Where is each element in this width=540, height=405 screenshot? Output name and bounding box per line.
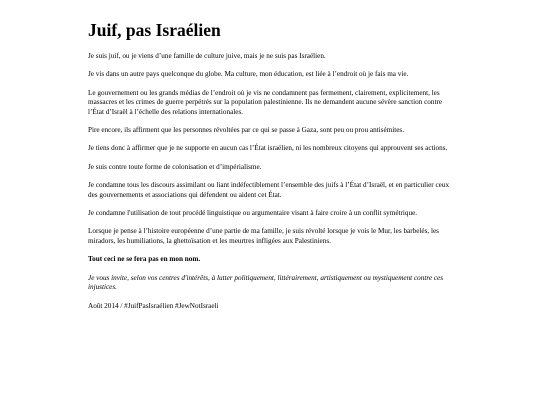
document-title: Juif, pas Israélien [88, 20, 221, 40]
paragraph-9: Lorsque je pense à l’histoire européenne d’une partie de ma famille, je suis révolté lorsque je vois le Mur, les barbelés, les miradors, les humiliations, la ghettoïsation et les meurtres infligées aux Palestiniens. [88, 227, 439, 245]
paragraph-4: Pire encore, ils affirment que les personnes révoltées par ce qui se passe à Gaza, sont peu ou prou antisémites. [88, 126, 405, 135]
paragraph-8: Je condamne l'utilisation de tout procédé linguistique ou argumentaire visant à faire croire à un conflit symétrique. [88, 209, 418, 218]
paragraph-7: Je condamne tous les discours assimilant ou liant indéfectiblement l’ensemble des juifs à l’État d’Israël, et en particulier ceux des gouvernements et associations qui défendent ou aident cet État. [88, 181, 450, 199]
paragraph-2: Je vis dans un autre pays quelconque du globe. Ma culture, mon éducation, est liée à l’endroit où je fais ma vie. [88, 70, 409, 79]
paragraph-5: Je tiens donc à affirmer que je ne supporte en aucun cas l’État israélien, ni les nombreux citoyens qui approuvent ses actions. [88, 144, 448, 153]
paragraph-6: Je suis contre toute forme de colonisation et d’impérialisme. [88, 162, 262, 171]
paragraph-3: Le gouvernement ou les grands médias de l’endroit où je vis ne condamnent pas fermement, clairement, explicitement, les massacres et les crimes de guerre perpétrés sur la population palestinienne. Ils ne demandent aucune sévère sanction contre l’État d’Israël à l’échelle des relations internationales. [88, 88, 443, 116]
signature-line: Août 2014 / #JuifPasIsraélien #JewNotIsraeli [88, 301, 219, 310]
invitation-note: Je vous invite, selon vos centres d'intérêts, à lutter politiquement, littérairement, artistiquement ou mystiquement contre ces injustices. [88, 273, 444, 292]
bold-statement: Tout ceci ne se fera pas en mon nom. [88, 255, 201, 264]
paragraph-1: Je suis juif, ou je viens d’une famille de culture juive, mais je ne suis pas Israélien. [88, 52, 326, 60]
document-body [88, 20, 458, 320]
